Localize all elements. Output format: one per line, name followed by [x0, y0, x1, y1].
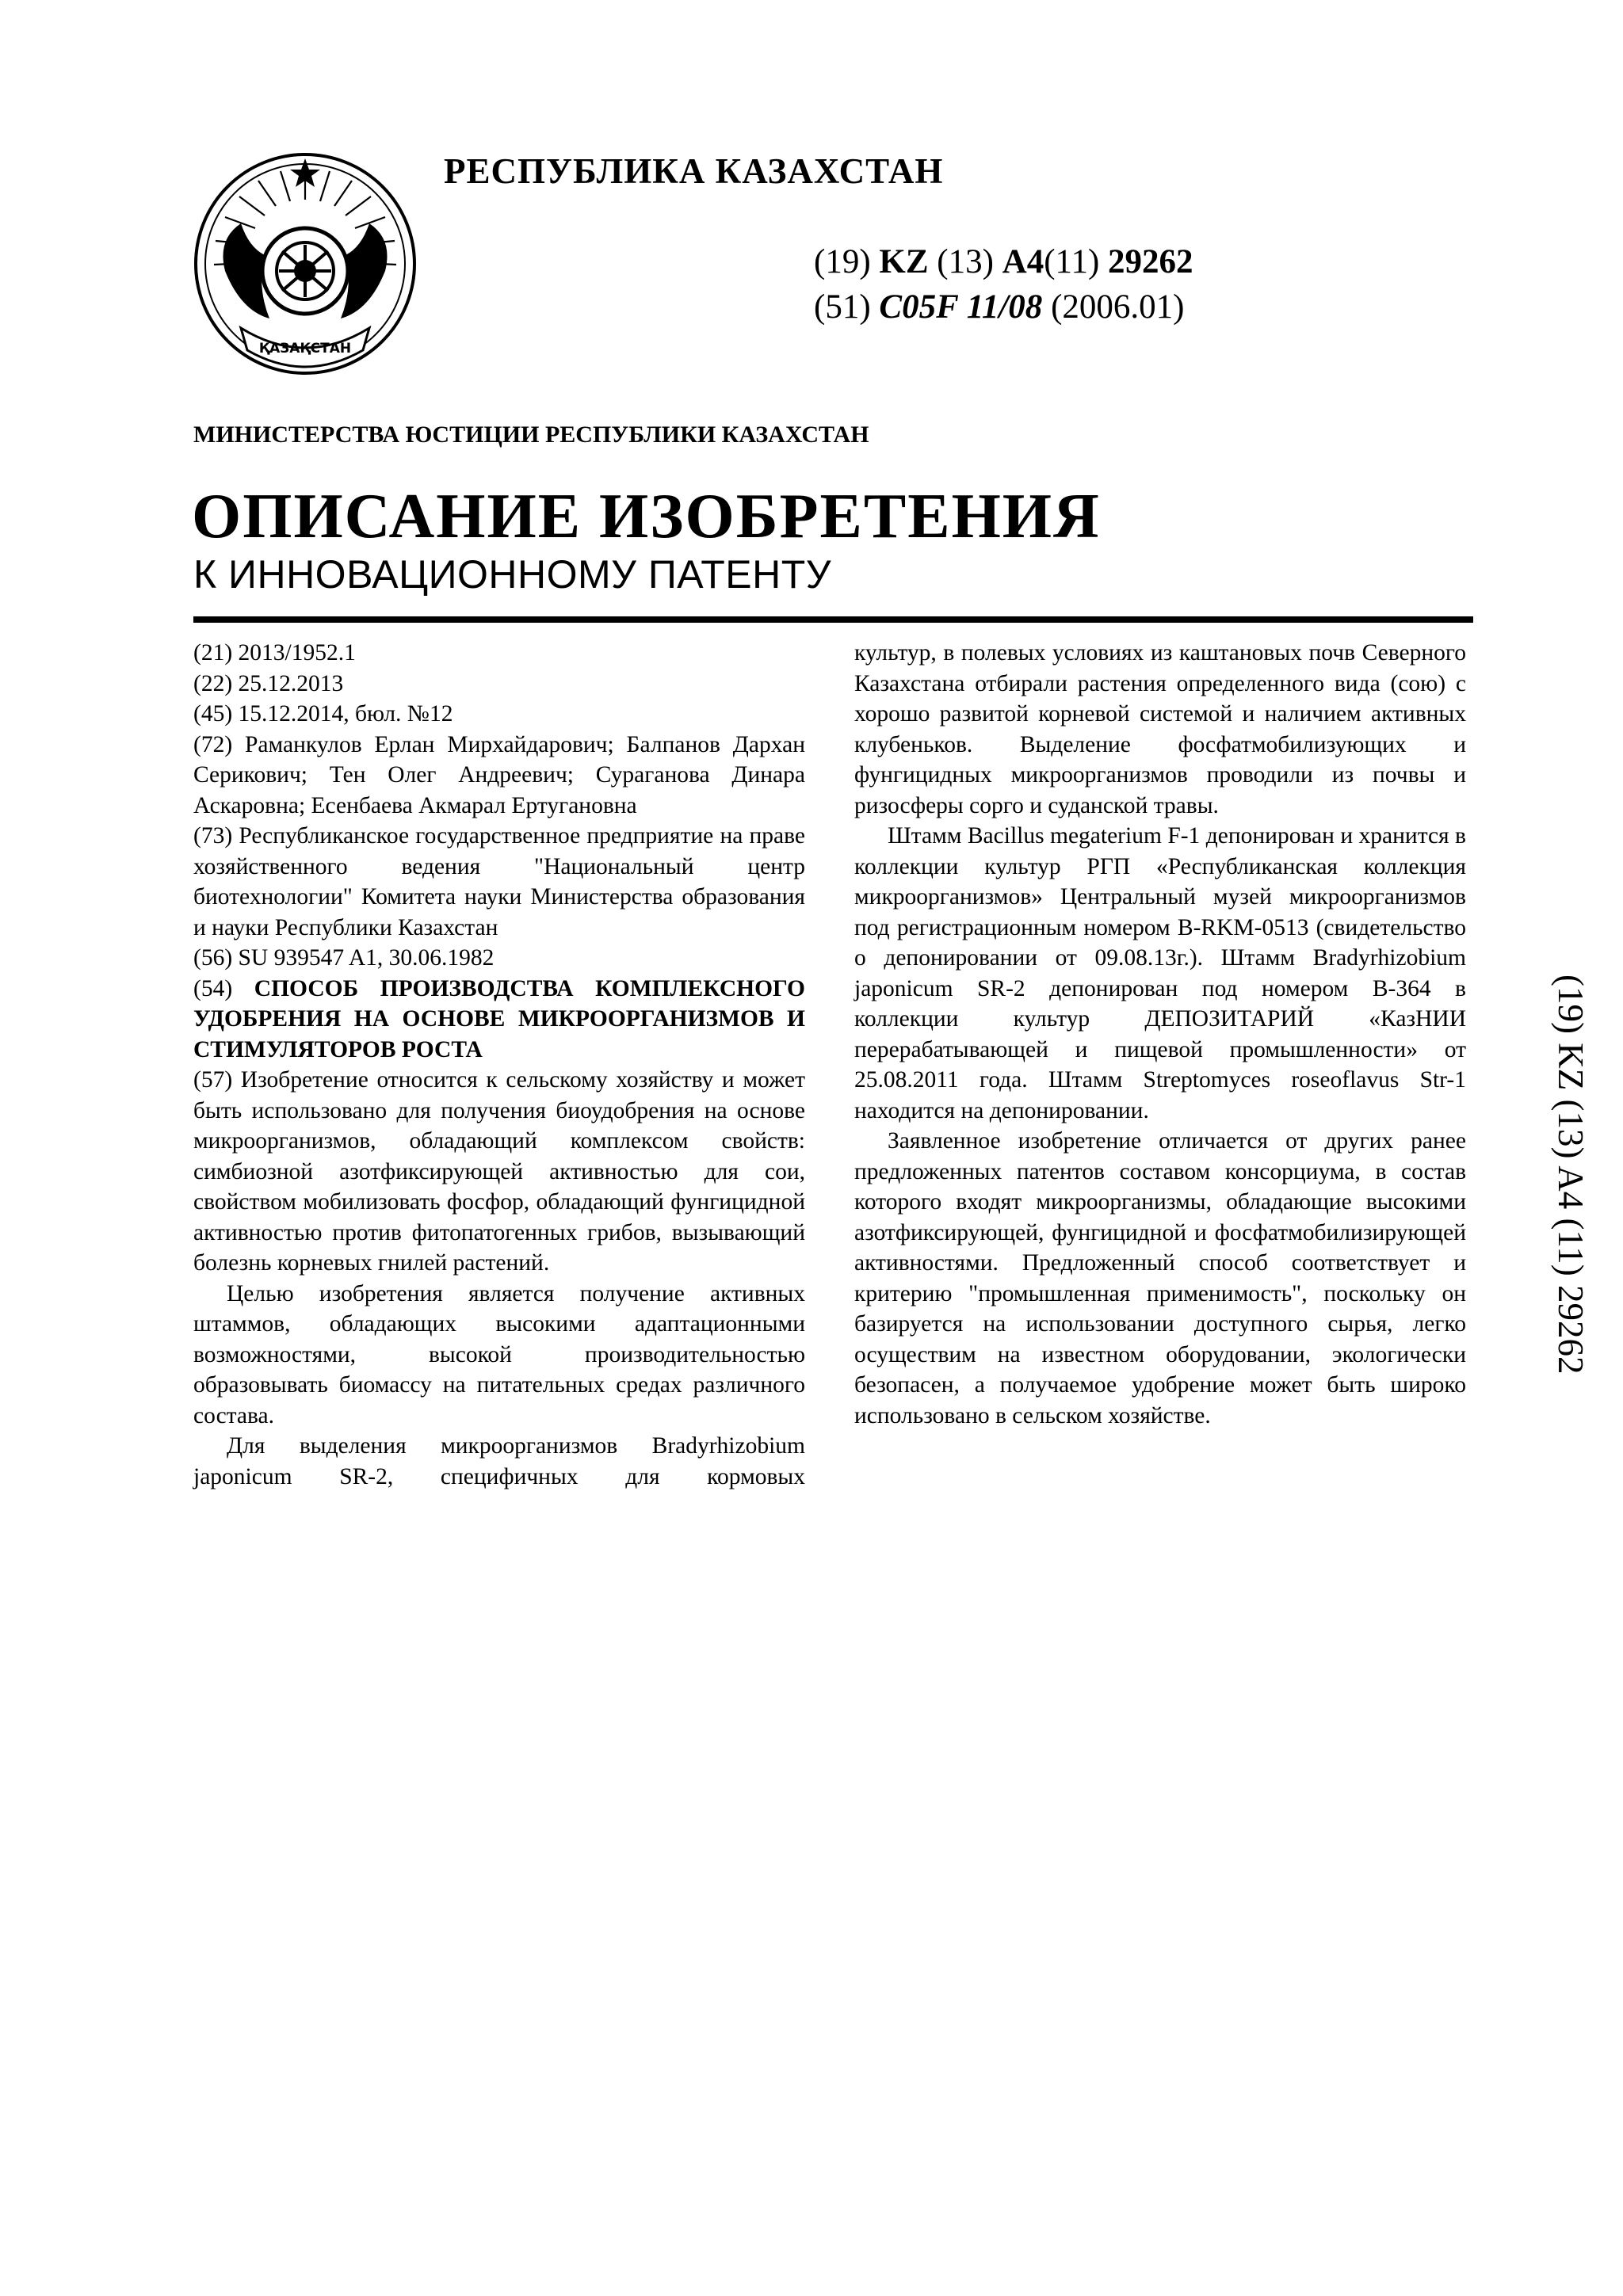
country-code: KZ — [879, 243, 929, 280]
ipc-classification — [814, 288, 1184, 326]
left-column — [193, 638, 805, 1492]
paragraph-claimed: Заявленное изобретение отличается от других ранее предложенных патентов составом консорциума, в состав которого входят микроорганизмы, обладающие высокими азотфиксирующей, фунгицидной и фосфатмобилизирующей активностями. Предложенный способ соответствует и критерию "промышленная применимость", поскольку он базируется на использовании доступного сырья, легко осуществим на известном оборудовании, экологически безопасен, а получаемое удобрение может быть широко использовано в сельском хозяйстве. — [854, 1128, 1466, 1428]
code-51: (51) — [814, 288, 871, 326]
field-54-title — [193, 974, 805, 1066]
kazakhstan-emblem — [193, 152, 417, 376]
field-72-inventors: (72) Раманкулов Ерлан Мирхайдарович; Балпанов Дархан Серикович; Тен Олег Андреевич; Сураганова Динара Аскаровна; Есенбаева Акмарал Ертугановна — [193, 731, 805, 818]
field-57-abstract: (57) Изобретение относится к сельскому хозяйству и может быть использовано для получения биоудобрения на основе микроорганизмов, обладающий комплексом свойств: симбиозной азотфиксирующей активностью для сои, свойством мобилизовать фосфор, обладающий фунгицидной активностью против фитопатогенных грибов, вызывающий болезнь корневых гнилей растений. — [193, 1067, 805, 1276]
country-name: РЕСПУБЛИКА КАЗАХСТАН — [444, 151, 944, 191]
code-13: (13) — [937, 243, 994, 280]
field-21: (21) 2013/1952.1 — [193, 640, 356, 666]
paragraph-goal: Целью изобретения является получение активных штаммов, обладающих высокими адаптационными возможностями, высокой производительностью образовывать биомассу на питательных средах различного состава. — [193, 1280, 805, 1428]
document-kind: A4 — [1002, 243, 1044, 280]
emblem-label: ҚАЗАҚСТАН — [258, 341, 352, 357]
publication-number — [814, 242, 1193, 281]
field-22: (22) 25.12.2013 — [193, 670, 344, 696]
paragraph-strains: Штамм Bacillus megaterium F-1 депонирован и хранится в коллекции культур РГП «Республиканская коллекция микроорганизмов» Центральный музей микроорганизмов под регистрационным номером B-RKM-0513 (свидетельство о депонировании от 09.08.13г.). Штамм Bradyrhizobium japonicum SR-2 депонирован под номером B-364 в коллекции культур ДЕПОЗИТАРИЙ «КазНИИ перерабатывающей и пищевой промышленности» от 25.08.2011 года. Штамм Streptomyces roseoflavus Str-1 находится на депонировании. — [854, 823, 1466, 1123]
ipc-version: (2006.01) — [1051, 288, 1185, 326]
patent-number: 29262 — [1108, 243, 1193, 280]
paragraph-isolation: Для выделения микроорганизмов Bradyrhizobium japonicum SR-2, специфичных для кормовых — [193, 1433, 805, 1489]
code-19: (19) — [814, 243, 871, 280]
right-column — [854, 638, 1466, 1431]
paragraph-isolation-continued: культур, в полевых условиях из каштановых почв Северного Казахстана отбирали растения определенного вида (сою) с хорошо развитой корневой системой и наличием активных клубеньков. Выделение фосфатмобилизующих и фунгицидных микроорганизмов проводили из почвы и ризосферы сорго и суданской травы. — [854, 640, 1466, 818]
field-73-owner: (73) Республиканское государственное предприятие на праве хозяйственного ведения "Национальный центр биотехнологии" Комитета науки Министерства образования и науки Республики Казахстан — [193, 823, 805, 940]
field-56-citation: (56) SU 939547 A1, 30.06.1982 — [193, 945, 495, 971]
document-title: ОПИСАНИЕ ИЗОБРЕТЕНИЯ — [192, 482, 1101, 551]
ipc-code: C05F 11/08 — [879, 288, 1043, 326]
document-subtitle: К ИННОВАЦИОННОМУ ПАТЕНТУ — [193, 552, 832, 597]
code-11: (11) — [1044, 243, 1100, 280]
side-label-text: (19) KZ (13) A4 (11) 29262 — [1551, 974, 1591, 1375]
horizontal-rule — [193, 616, 1473, 623]
ministry-name: МИНИСТЕРСТВА ЮСТИЦИИ РЕСПУБЛИКИ КАЗАХСТАН — [193, 421, 869, 448]
field-54-code: (54) — [193, 975, 233, 1001]
invention-title: СПОСОБ ПРОИЗВОДСТВА КОМПЛЕКСНОГО УДОБРЕНИЯ НА ОСНОВЕ МИКРООРГАНИЗМОВ И СТИМУЛЯТОРОВ РОСТА — [193, 975, 806, 1062]
field-45: (45) 15.12.2014, бюл. №12 — [193, 701, 453, 727]
